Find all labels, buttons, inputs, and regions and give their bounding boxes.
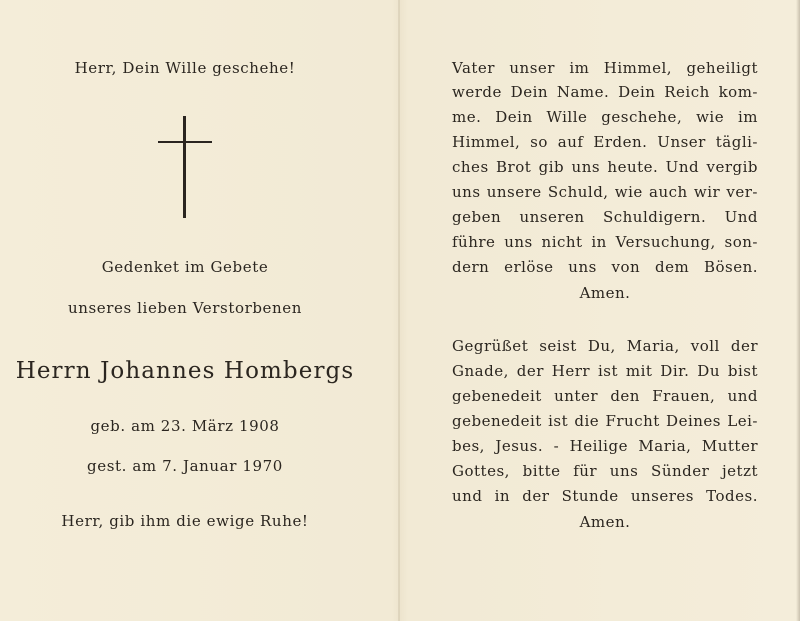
card-edge: [796, 0, 800, 621]
prayer-line: Gegrüßet seist Du, Maria, voll der: [452, 337, 758, 355]
motto-text: Herr, Dein Wille geschehe!: [74, 59, 296, 77]
prayer-line: gebenedeit unter den Frauen, und: [452, 387, 758, 405]
prayer-line: Gottes, bitte für uns Sünder jetzt: [452, 462, 758, 480]
prayer-line: Vater unser im Himmel, geheiligt: [452, 59, 758, 77]
prayer-line: uns unsere Schuld, wie auch wir ver-: [452, 183, 758, 201]
closing-prayer: Herr, gib ihm die ewige Ruhe!: [61, 512, 309, 530]
death-date: gest. am 7. Januar 1970: [87, 457, 283, 475]
prayer-line: Himmel, so auf Erden. Unser tägli-: [452, 133, 758, 151]
card-fold: [398, 0, 400, 621]
birth-date: geb. am 23. März 1908: [90, 417, 280, 435]
prayer-line: me. Dein Wille geschehe, wie im: [452, 108, 758, 126]
amen-text: Amen.: [579, 284, 631, 302]
right-panel: [452, 0, 758, 621]
prayer-line: Gnade, der Herr ist mit Dir. Du bist: [452, 362, 758, 380]
remember-line-1: Gedenket im Gebete: [101, 258, 269, 276]
prayer-line: und in der Stunde unseres Todes.: [452, 487, 758, 505]
prayer-line: geben unseren Schuldigern. Und: [452, 208, 758, 226]
deceased-name: Herrn Johannes Hombergs: [15, 358, 355, 384]
prayer-line: führe uns nicht in Versuchung, son-: [452, 233, 758, 251]
prayer-line: werde Dein Name. Dein Reich kom-: [452, 83, 758, 101]
prayer-line: gebenedeit ist die Frucht Deines Lei-: [452, 412, 758, 430]
prayer-line: ches Brot gib uns heute. Und vergib: [452, 158, 758, 176]
prayer-line: dern erlöse uns von dem Bösen.: [452, 258, 758, 276]
remember-line-2: unseres lieben Verstorbenen: [67, 299, 303, 317]
left-panel: [0, 0, 370, 621]
prayer-line: bes, Jesus. - Heilige Maria, Mutter: [452, 437, 758, 455]
cross-icon: [158, 116, 212, 218]
amen-text: Amen.: [579, 513, 631, 531]
